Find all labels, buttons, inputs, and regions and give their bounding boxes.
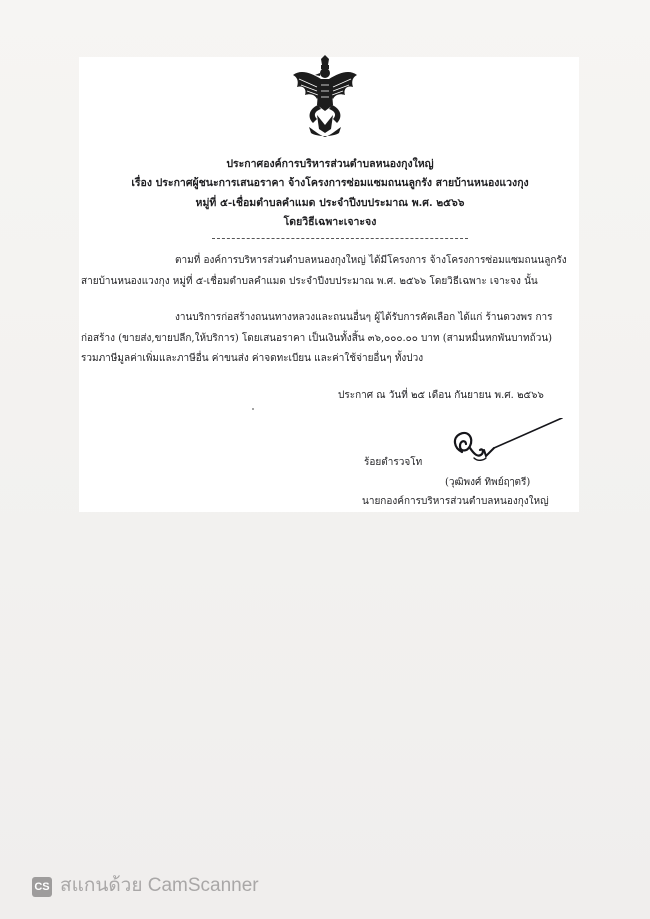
- paragraph2-line2: ก่อสร้าง (ขายส่ง,ขายปลีก,ให้บริการ) โดยเสนอราคา เป็นเงินทั้งสิ้น ๓๖,๐๐๐.๐๐ บาท (สามหมื่นหกพันบาทถ้วน): [81, 333, 553, 344]
- garuda-emblem-icon: [291, 55, 359, 139]
- procurement-method: โดยวิธีเฉพาะเจาะจง: [283, 216, 377, 228]
- camscanner-logo-icon: CS: [32, 877, 52, 897]
- signatory-rank: ร้อยตำรวจโท: [364, 457, 423, 468]
- handwritten-signature: [440, 418, 580, 478]
- dashed-divider: [212, 238, 468, 239]
- announcement-subject: เรื่อง ประกาศผู้ชนะการเสนอราคา จ้างโครงการซ่อมแซมถนนลูกรัง สายบ้านหนองแวงกุง: [131, 177, 529, 189]
- signatory-name: (วุฒิพงศ์ ทิพย์ฤๅตรี): [445, 477, 531, 488]
- paragraph2-line1: งานบริการก่อสร้างถนนทางหลวงและถนนอื่นๆ ผู้ได้รับการคัดเลือก ได้แก่ ร้านดวงพร การ: [175, 312, 553, 323]
- camscanner-watermark: สแกนด้วย CamScanner: [60, 875, 259, 896]
- paragraph1-line2: สายบ้านหนองแวงกุง หมู่ที่ ๕-เชื่อมตำบลคำแมด ประจำปีงบประมาณ พ.ศ. ๒๕๖๖ โดยวิธีเฉพาะ เจาะจง นั้น: [81, 276, 538, 287]
- announcement-title: ประกาศองค์การบริหารส่วนตำบลหนองกุงใหญ่: [226, 158, 434, 170]
- signatory-position: นายกองค์การบริหารส่วนตำบลหนองกุงใหญ่: [362, 496, 549, 507]
- scan-speck: [252, 408, 254, 410]
- announcement-subject-cont: หมู่ที่ ๕-เชื่อมตำบลคำแมด ประจำปีงบประมาณ พ.ศ. ๒๕๖๖: [195, 197, 465, 209]
- paragraph2-line3: รวมภาษีมูลค่าเพิ่มและภาษีอื่น ค่าขนส่ง ค่าจดทะเบียน และค่าใช้จ่ายอื่นๆ ทั้งปวง: [81, 353, 424, 364]
- announcement-date: ประกาศ ณ วันที่ ๒๕ เดือน กันยายน พ.ศ. ๒๕๖๖: [338, 390, 544, 401]
- paragraph1-line1: ตามที่ องค์การบริหารส่วนตำบลหนองกุงใหญ่ ได้มีโครงการ จ้างโครงการซ่อมแซมถนนลูกรัง: [175, 255, 567, 266]
